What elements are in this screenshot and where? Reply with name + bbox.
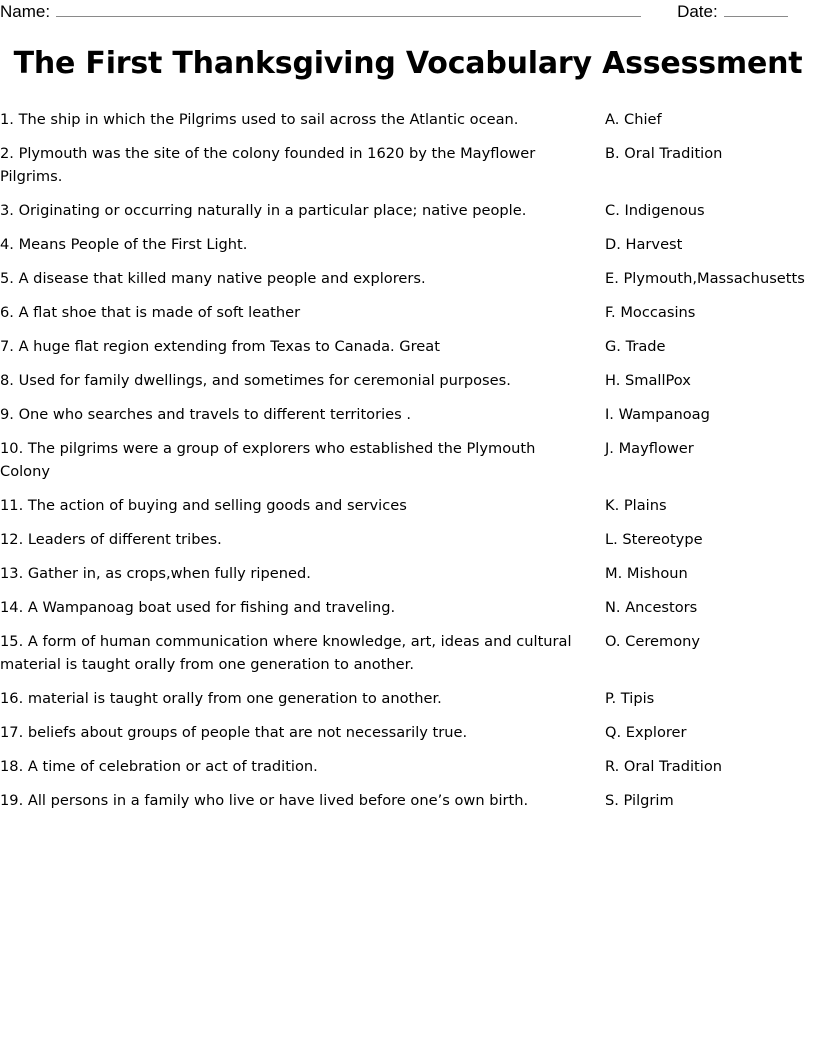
answer-choice[interactable]: R. Oral Tradition (605, 758, 723, 775)
definition-prompt: 19. All persons in a family who live or have lived before one’s own birth. (0, 792, 529, 809)
answer-choice[interactable]: Q. Explorer (605, 724, 687, 741)
page-title: The First Thanksgiving Vocabulary Assessment (13, 46, 803, 81)
answer-choice[interactable]: B. Oral Tradition (605, 145, 723, 162)
definition-prompt: 8. Used for family dwellings, and sometimes for ceremonial purposes. (0, 372, 511, 389)
matching-row (0, 596, 816, 619)
answer-choice[interactable]: S. Pilgrim (605, 792, 674, 809)
definition-prompt: 13. Gather in, as crops,when fully ripened. (0, 565, 311, 582)
date-input-line[interactable] (724, 2, 788, 17)
definition-prompt: 15. A form of human communication where knowledge, art, ideas and cultural material is taught orally from one generation to another. (0, 633, 572, 673)
matching-row (0, 403, 816, 426)
name-input-line[interactable] (56, 2, 641, 17)
name-label: Name: (0, 2, 51, 21)
name-date-header (0, 2, 816, 26)
answer-choice[interactable]: F. Moccasins (605, 304, 696, 321)
definition-prompt: 7. A huge flat region extending from Texas to Canada. Great (0, 338, 440, 355)
matching-row (0, 789, 816, 812)
matching-row (0, 528, 816, 551)
matching-row (0, 142, 816, 188)
matching-row (0, 199, 816, 222)
definition-prompt: 5. A disease that killed many native people and explorers. (0, 270, 426, 287)
matching-row (0, 494, 816, 517)
matching-row (0, 301, 816, 324)
matching-row (0, 267, 816, 290)
definition-prompt: 3. Originating or occurring naturally in a particular place; native people. (0, 202, 527, 219)
answer-choice[interactable]: G. Trade (605, 338, 666, 355)
definition-prompt: 12. Leaders of different tribes. (0, 531, 222, 548)
matching-row (0, 437, 816, 483)
definition-prompt: 11. The action of buying and selling goods and services (0, 497, 407, 514)
answer-choice[interactable]: L. Stereotype (605, 531, 703, 548)
matching-row (0, 721, 816, 744)
matching-row (0, 335, 816, 358)
definition-prompt: 2. Plymouth was the site of the colony founded in 1620 by the Mayflower Pilgrims. (0, 145, 536, 185)
answer-choice[interactable]: C. Indigenous (605, 202, 705, 219)
answer-choice[interactable]: I. Wampanoag (605, 406, 710, 423)
answer-choice[interactable]: E. Plymouth,Massachusetts (605, 270, 805, 287)
answer-choice[interactable]: K. Plains (605, 497, 667, 514)
answer-choice[interactable]: J. Mayflower (605, 440, 694, 457)
definition-prompt: 9. One who searches and travels to different territories . (0, 406, 412, 423)
answer-choice[interactable]: N. Ancestors (605, 599, 698, 616)
matching-row (0, 755, 816, 778)
answer-choice[interactable]: A. Chief (605, 111, 662, 128)
matching-row (0, 687, 816, 710)
definition-prompt: 4. Means People of the First Light. (0, 236, 248, 253)
answer-choice[interactable]: O. Ceremony (605, 633, 701, 650)
definition-prompt: 14. A Wampanoag boat used for fishing and traveling. (0, 599, 396, 616)
matching-row (0, 630, 816, 676)
date-label: Date: (677, 2, 718, 21)
matching-row (0, 562, 816, 585)
matching-row (0, 369, 816, 392)
definition-prompt: 1. The ship in which the Pilgrims used to sail across the Atlantic ocean. (0, 111, 519, 128)
definition-prompt: 10. The pilgrims were a group of explorers who established the Plymouth Colony (0, 440, 536, 480)
definition-prompt: 18. A time of celebration or act of tradition. (0, 758, 318, 775)
answer-choice[interactable]: D. Harvest (605, 236, 683, 253)
definition-prompt: 16. material is taught orally from one generation to another. (0, 690, 442, 707)
definition-prompt: 17. beliefs about groups of people that are not necessarily true. (0, 724, 468, 741)
answer-choice[interactable]: H. SmallPox (605, 372, 691, 389)
matching-row (0, 233, 816, 256)
definition-prompt: 6. A flat shoe that is made of soft leather (0, 304, 301, 321)
matching-list (0, 108, 816, 823)
matching-row (0, 108, 816, 131)
answer-choice[interactable]: M. Mishoun (605, 565, 688, 582)
answer-choice[interactable]: P. Tipis (605, 690, 655, 707)
